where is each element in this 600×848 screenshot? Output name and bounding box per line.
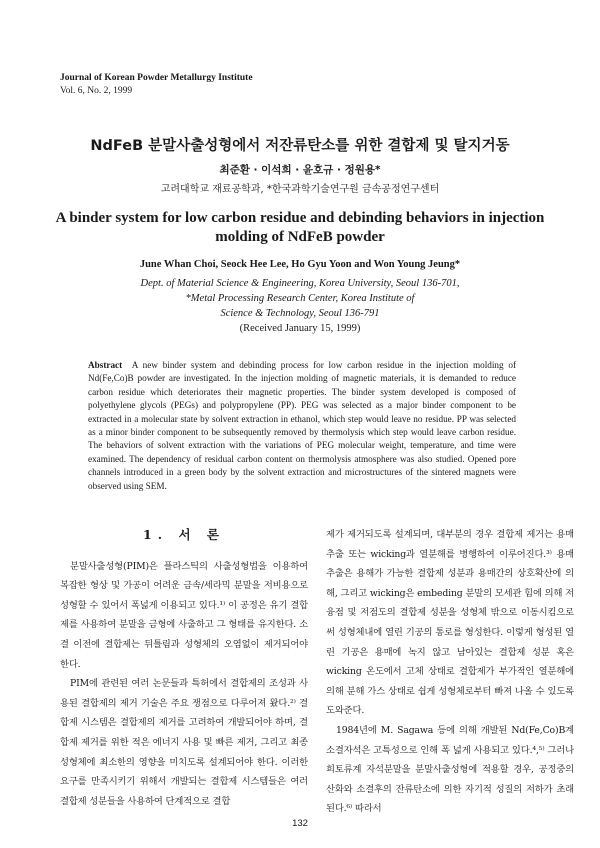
abstract-label: Abstract [88, 360, 123, 370]
section-heading-introduction: 1. 서 론 [143, 527, 225, 542]
paragraph: 분말사출성형(PIM)은 플라스틱의 사출성형법을 이용하여 복잡한 형상 및 가공이 어려운 금속/세라믹 분말을 저비용으로 성형할 수 있어서 폭넓게 이용되고 있다.¹⁾ 이 공정은 유기 결합제를 사용하여 분말을 금형에 사출하고 그 형태를 유지한다. 소결 이전에 결합제는 뒤틀림과 성형체의 오염없이 제거되어야 한다. [60, 560, 308, 670]
affiliation-english [0, 276, 600, 336]
paper-title-korean: NdFeB 분말사출성형에서 저잔류탄소를 위한 결합제 및 탈지거동 [90, 138, 510, 154]
authors-english: June Whan Choi, Seock Hee Lee, Ho Gyu Yoon and Won Young Jeung* [139, 259, 461, 270]
paragraph: 1984년에 M. Sagawa 등에 의해 개발된 Nd(Fe,Co)B계 소결자석은 고특성으로 인해 폭 넓게 사용되고 있다.⁴,⁵⁾ 그러나 희토류계 자석분말을 분말사출성형에 적용할 경우, 공정중의 산화와 소결후의 잔류탄소에 의한 자기적 성질의 저하가 초래된다.⁶⁾ 따라서 [326, 724, 574, 815]
body-column-right [326, 525, 574, 819]
journal-name: Journal of Korean Powder Metallurgy Institute [60, 73, 253, 83]
affiliation-line-2: *Metal Processing Research Center, Korea Institute of [185, 293, 415, 304]
received-date: (Received January 15, 1999) [239, 323, 361, 334]
affiliation-line-3: Science & Technology, Seoul 136-791 [220, 308, 380, 319]
page-number: 132 [292, 818, 308, 829]
abstract-text: A new binder system and debinding process for low carbon residue in the injection molding of Nd(Fe,Co)B powder are investigated. In the injection molding of magnetic materials, it is demanded to reduce carbon residue which deteriorates their magnetic properties. The binder system developed is composed of polyethylene glycols (PEGs) and polypropylene (PP). PEG was selected as a major binder component to be extracted in a molecular state by solvent extraction in ethanol, which step would leave no residue. PP was selected as a minor binder component to be subsequently removed by thermolysis which step would leave carbon residue. The behaviors of solvent extraction with the variations of PEG molecular weight, temperature, and time were examined. The dependency of residual carbon content on thermolysis atmosphere was also studied. Opened pore channels introduced in a green body by the solvent extraction and microstructures of the sintered magnets were observed using SEM. [88, 360, 517, 491]
paper-title-english: A binder system for low carbon residue and debinding behaviors in injection molding of NdFeB powder [55, 210, 545, 245]
affiliation-korean: 고려대학교 재료공학과, *한국과학기술연구원 금속공정연구센터 [160, 184, 440, 195]
paragraph: PIM에 관련된 여러 논문들과 특허에서 결합제의 조성과 사용된 결합제의 제거 기술은 주요 쟁점으로 다루어져 왔다.²⁾ 결합제 시스템은 결합제의 제거를 고려하여 개발되어야 하며, 결합제 제거를 위한 적은 에너지 사용 및 빠른 제거, 그리고 최종 성형체에 최소한의 영향을 미치도록 설계되어야 한다. 이러한 요구를 만족시키기 위해서 개발되는 결합제 시스템들은 여러 결합제 성분들을 사용하여 단계적으로 결합 [60, 678, 308, 807]
body-column-left [60, 525, 308, 811]
journal-volume: Vol. 6, No. 2, 1999 [60, 85, 133, 96]
paragraph: 제가 제거되도록 설계되며, 대부분의 경우 결합제 제거는 용매 추출 또는 wicking과 열분해를 병행하여 이루어진다.³⁾ 용매 추출은 용해가 가능한 결합제 성분과 용매간의 상호확산에 의해, 그리고 wicking은 embeding 분말의 모세관 힘에 의해 저융점 및 저점도의 결합제 성분을 성형체 밖으로 이동시킴으로써 성형체내에 열린 기공의 통로를 형성한다. 이렇게 형성된 열린 기공은 용매에 녹지 않고 남아있는 결합제 성분 혹은 wicking 온도에서 고체 상태로 결합제가 부가적인 열분해에 의해 분해 가스 상태로 쉽게 성형체로부터 빠져 나올 수 있도록 도와준다. [326, 529, 574, 717]
journal-header [60, 72, 253, 97]
affiliation-line-1: Dept. of Material Science & Engineering, Korea University, Seoul 136-701, [140, 278, 460, 289]
authors-korean: 최준환 · 이석희 · 윤호규 · 정원용* [219, 164, 381, 176]
abstract [88, 359, 516, 493]
